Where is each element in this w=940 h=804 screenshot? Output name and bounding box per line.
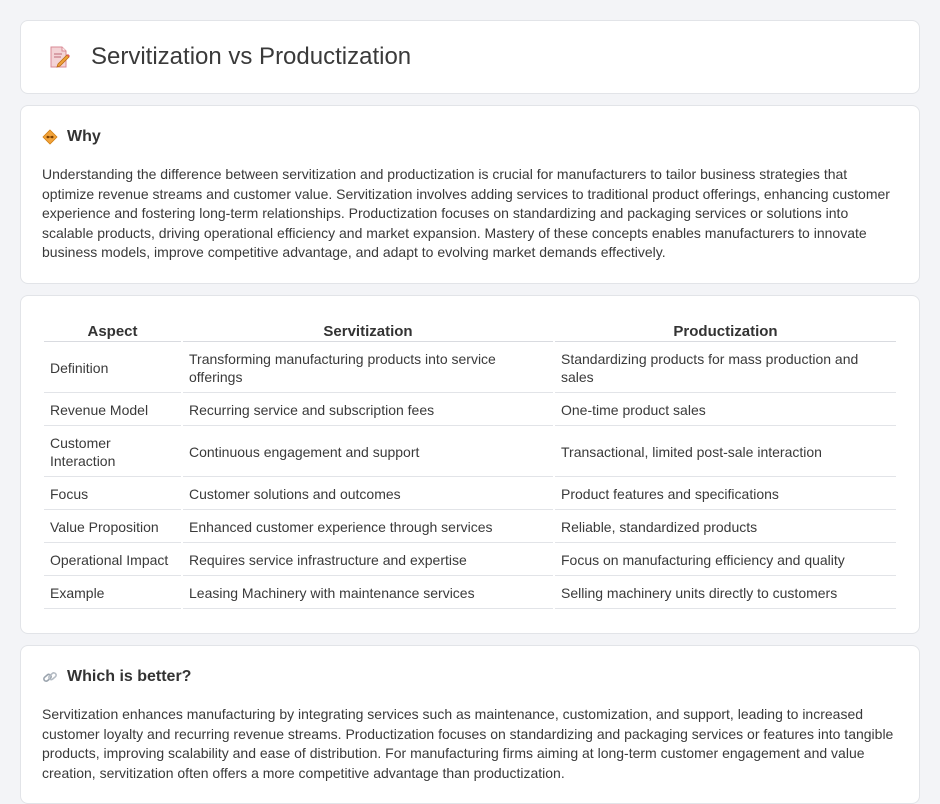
cell-aspect: Value Proposition <box>44 512 181 543</box>
which-better-heading: Which is better? <box>67 667 192 685</box>
cell-servitization: Customer solutions and outcomes <box>183 479 553 510</box>
which-better-text: Servitization enhances manufacturing by integrating services such as maintenance, customization, and support, leading to increased customer loyalty and recurring revenue streams. Productization focuses on standardizing and packaging services or features into tangible products, improving scalability and ease of distribution. For manufacturing firms aiming at long-term customer engagement and value creation, servitization often offers a more competitive advantage than productization. <box>42 705 894 781</box>
cell-servitization: Leasing Machinery with maintenance services <box>183 578 553 609</box>
cell-productization: Standardizing products for mass production and sales <box>555 344 896 393</box>
column-header-aspect: Aspect <box>44 320 181 342</box>
comparison-table <box>42 318 898 611</box>
why-header <box>42 128 898 146</box>
table-row <box>44 512 896 543</box>
table-row <box>44 428 896 477</box>
cell-servitization: Continuous engagement and support <box>183 428 553 477</box>
cell-aspect: Example <box>44 578 181 609</box>
why-heading: Why <box>67 128 101 145</box>
cell-aspect: Revenue Model <box>44 395 181 426</box>
cell-servitization: Enhanced customer experience through services <box>183 512 553 543</box>
table-row <box>44 395 896 426</box>
cell-servitization: Recurring service and subscription fees <box>183 395 553 426</box>
why-section <box>20 105 920 284</box>
why-text: Understanding the difference between servitization and productization is crucial for manufacturers to tailor business strategies that optimize revenue streams and customer value. Servitization involves adding services to traditional product offerings, enhancing customer experience and fostering long-term relationships. Productization focuses on standardizing and packaging services or solutions into scalable products, driving operational efficiency and market expansion. Mastery of these concepts enables manufacturers to innovate business models, improve competitive advantage, and adapt to evolving market demands effectively. <box>42 166 890 261</box>
table-row <box>44 479 896 510</box>
link-icon <box>42 669 58 685</box>
page-title: Servitization vs Productization <box>91 43 412 70</box>
cell-servitization: Transforming manufacturing products into service offerings <box>183 344 553 393</box>
table-header-row <box>44 320 896 342</box>
which-better-section <box>20 645 920 804</box>
cell-aspect: Definition <box>44 344 181 393</box>
column-header-productization: Productization <box>555 320 896 342</box>
cell-productization: Product features and specifications <box>555 479 896 510</box>
cell-productization: Reliable, standardized products <box>555 512 896 543</box>
document-pencil-icon <box>47 45 71 69</box>
table-row <box>44 578 896 609</box>
diamond-sign-icon <box>42 129 58 145</box>
which-better-header <box>42 668 898 686</box>
column-header-servitization: Servitization <box>183 320 553 342</box>
cell-servitization: Requires service infrastructure and expertise <box>183 545 553 576</box>
cell-productization: Selling machinery units directly to customers <box>555 578 896 609</box>
cell-productization: One-time product sales <box>555 395 896 426</box>
title-card <box>20 20 920 94</box>
cell-productization: Transactional, limited post-sale interaction <box>555 428 896 477</box>
cell-aspect: Operational Impact <box>44 545 181 576</box>
cell-aspect: Focus <box>44 479 181 510</box>
comparison-card <box>20 295 920 634</box>
table-row <box>44 344 896 393</box>
table-row <box>44 545 896 576</box>
cell-productization: Focus on manufacturing efficiency and quality <box>555 545 896 576</box>
cell-aspect: Customer Interaction <box>44 428 181 477</box>
